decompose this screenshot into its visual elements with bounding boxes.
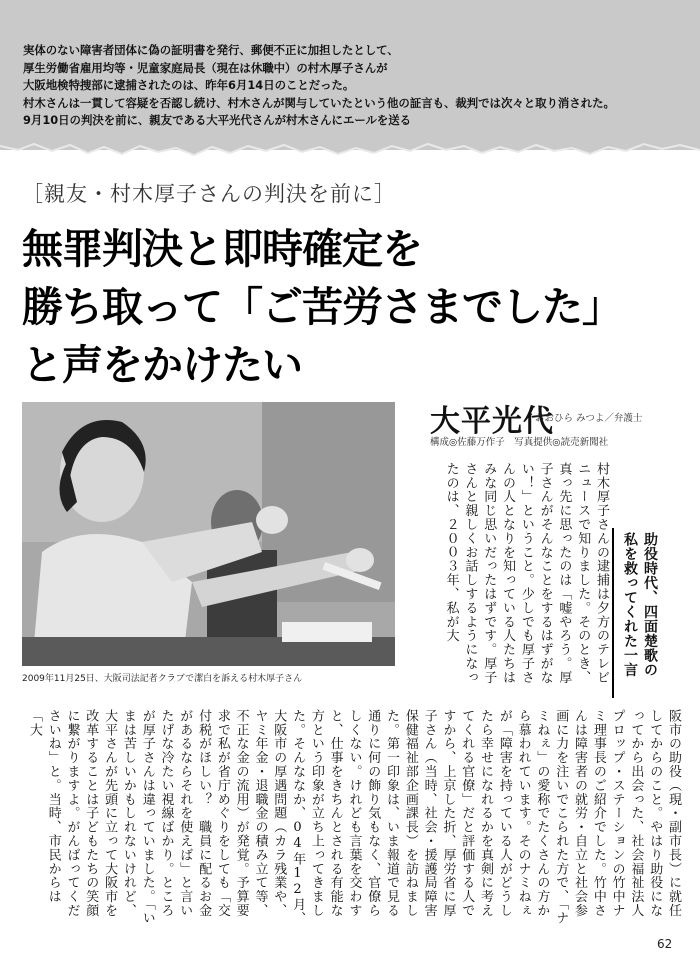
lead-line: 9月10日の判決を前に、親友である大平光代さんが村木さんにエールを送る <box>23 113 412 127</box>
article-body-lower <box>18 709 682 931</box>
subhead-line: 助役時代、四面楚歌の <box>642 532 658 677</box>
kicker: ［親友・村木厚子さんの判決を前に］ <box>22 182 396 206</box>
headline-line: 勝ち取って「ご苦労さまでした」 <box>22 283 622 331</box>
body-paragraph: 阪市の助役（現・副市長）に就任してからのこと。やはり助役になってから出会った、社会福祉法人プロップ・ステーションの竹中ナミ理事長のご紹介でした。竹中さんは障害者の就労・自立と社会参画に力を注いでこられた方で、「ナミねぇ」の愛称でたくさんの方から慕われています。そのナミねぇが「障害を持っている人がどうしたら幸せになれるかを真剣に考えてくれる官僚」だと評価する人ですから、上京した折、厚労省に厚子さん（当時、社会・援護局障害保健福祉部企画課長）を訪ねました。第一印象は、いま報道で見る通りに何の飾り気もなく、官僚らしくない。けれども言葉を交わすと、仕事をきちんとされる有能な方という印象が立ち上ってきました。そんななか、04年12月、大阪市の厚遇問題（カラ残業や、ヤミ年金・退職金の積み立て等、不正な金の流用）が発覚。予算要求で私が省庁めぐりをしても「交付税がほしい？ 職員に配るお金があるならそれを使えば」と言いたげな冷たい視線ばかり。ところが厚子さんは違っていました。「いまは苦しいかもしれないけれど、大平さんが先頭に立って大阪市を改革することは子どもたちの笑顔に繋がりますよ。がんばってくださいね」と。当時、市民からは「大 <box>26 709 681 926</box>
page-number: 62 <box>657 937 673 951</box>
press-conference-photo <box>22 402 395 666</box>
article-body-upper <box>422 462 610 692</box>
body-paragraph: 村木厚子さんの逮捕は夕方のテレビニュースで知りました。そのとき、真っ先に思ったのは「嘘やろう。厚子さんがそんなことをするはずがない！」ということ。少しでも厚子さんの人となりを知っている人たちはみな同じ思いだったはずです。厚子さんと親しくお話しするようになったのは、２００３年、私が大 <box>443 462 609 685</box>
lead-line: 大阪地検特捜部に逮捕されたのは、昨年6月14日のことだった。 <box>23 78 355 92</box>
headline-line: 無罪判決と即時確定を <box>22 225 422 273</box>
lead-line: 村木さんは一貫して容疑を否認し続け、村木さんが関与していたという他の証言も、裁判では次々と取り消された。 <box>23 95 615 110</box>
lead-line: 実体のない障害者団体に偽の証明書を発行、郵便不正に加担したとして、 <box>23 43 399 57</box>
section-subhead <box>620 532 660 702</box>
headline <box>22 220 682 394</box>
author-role: おおひら みつよ／弁護士 <box>535 413 643 424</box>
headline-line: と声をかけたい <box>22 341 302 389</box>
lead-text <box>23 42 683 130</box>
subhead-line: 私を救ってくれた一言 <box>622 532 638 677</box>
lead-line: 厚生労働省雇用均等・児童家庭局長（現在は休職中）の村木厚子さんが <box>23 60 388 75</box>
photo-caption: 2009年11月25日、大阪司法記者クラブで潔白を訴える村木厚子さん <box>22 674 303 684</box>
credits: 構成◎佐藤万作子 写真提供◎読売新聞社 <box>430 437 609 448</box>
author-name: 大平光代 <box>430 404 554 439</box>
